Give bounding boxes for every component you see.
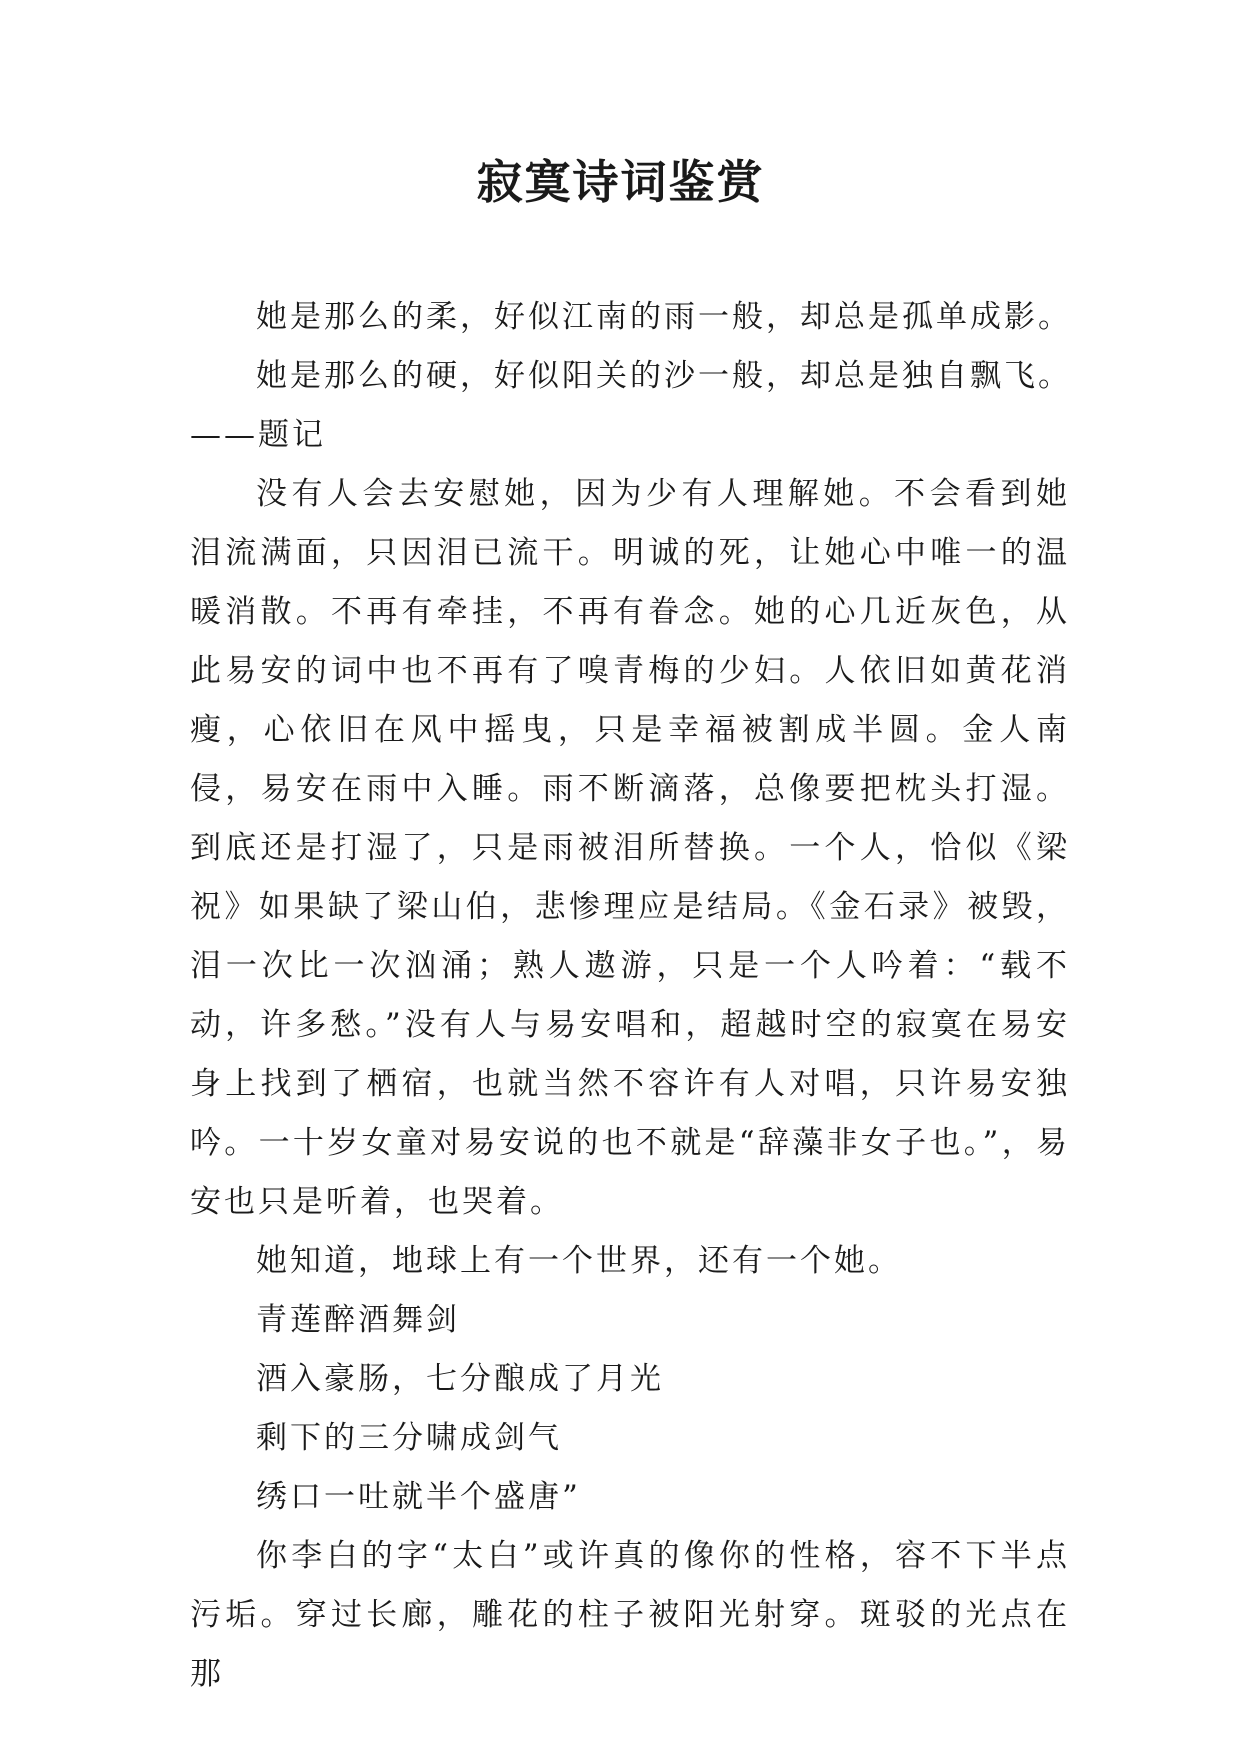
epigraph-attribution: ——题记 xyxy=(190,417,326,453)
paragraph-main: 没有人会去安慰她，因为少有人理解她。不会看到她泪流满面，只因泪已流干。明诚的死，让她心中唯一的温暖消散。不再有牵挂，不再有眷念。她的心几近灰色，从此易安的词中也不再有了嗅青梅的少妇。人依旧如黄花消瘦，心依旧在风中摇曳，只是幸福被割成半圆。金人南侵，易安在雨中入睡。雨不断滴落，总像要把枕头打湿。到底还是打湿了，只是雨被泪所替换。一个人，恰似《梁祝》如果缺了梁山伯，悲惨理应是结局。《金石录》被毁，泪一次比一次汹涌；熟人遨游，只是一个人吟着：“载不动，许多愁。”没有人与易安唱和，超越时空的寂寞在易安身上找到了栖宿，也就当然不容许有人对唱，只许易安独吟。一十岁女童对易安说的也不就是“辞藻非女子也。”，易安也只是听着，也哭着。 xyxy=(190,476,1070,1220)
page-title: 寂寞诗词鉴赏 xyxy=(476,155,765,209)
poem-line-4: 绣口一吐就半个盛唐” xyxy=(256,1479,581,1515)
epigraph-line-2: 她是那么的硬，好似阳关的沙一般，却总是独自飘飞。 xyxy=(256,358,1072,394)
poem-line-1: 青莲醉酒舞剑 xyxy=(256,1302,460,1338)
paragraph-short: 她知道，地球上有一个世界，还有一个她。 xyxy=(256,1243,902,1279)
paragraph-libai: 你李白的字“太白”或许真的像你的性格，容不下半点污垢。穿过长廊，雕花的柱子被阳光射穿。斑驳的光点在那 xyxy=(190,1538,1070,1692)
poem-line-2: 酒入豪肠，七分酿成了月光 xyxy=(256,1361,664,1397)
epigraph-line-1: 她是那么的柔，好似江南的雨一般，却总是孤单成影。 xyxy=(256,299,1072,335)
poem-line-3: 剩下的三分啸成剑气 xyxy=(256,1420,562,1456)
article-body xyxy=(190,288,1070,1704)
